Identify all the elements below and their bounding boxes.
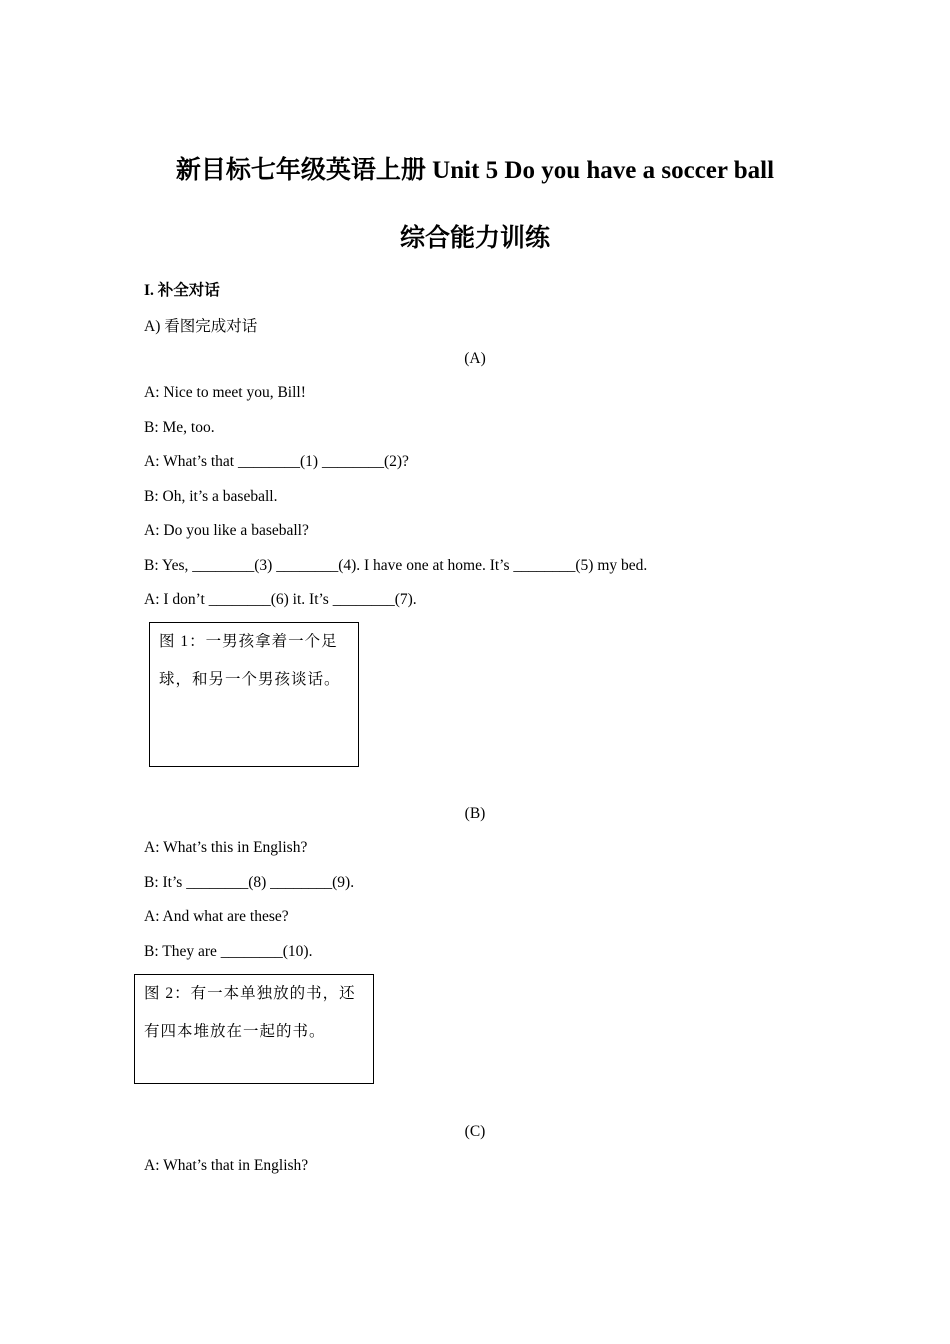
dialogue-line: A: And what are these? [144, 908, 289, 925]
dialogue-line: A: What’s that in English? [144, 1157, 309, 1174]
dialogue-c-label: (C) [464, 1123, 486, 1140]
dialogue-line: A: What’s this in English? [144, 839, 308, 856]
dialogue-line: B: They are ________(10). [144, 943, 313, 960]
title-line-1: 新目标七年级英语上册 Unit 5 Do you have a soccer ball [175, 157, 775, 184]
section-heading: I. 补全对话 [144, 282, 220, 299]
dialogue-line: B: Oh, it’s a baseball. [144, 488, 278, 505]
dialogue-a-label: (A) [464, 350, 486, 367]
section-subheading: A) 看图完成对话 [144, 318, 258, 335]
dialogue-b-label: (B) [464, 805, 486, 822]
dialogue-line: A: Do you like a baseball? [144, 522, 309, 539]
dialogue-line: B: Me, too. [144, 419, 215, 436]
dialogue-line: A: I don’t ________(6) it. It’s ________(7). [144, 591, 417, 608]
dialogue-line: B: Yes, ________(3) ________(4). I have one at home. It’s ________(5) my bed. [144, 557, 648, 574]
figure-2-box: 图 2：有一本单独放的书，还有四本堆放在一起的书。 [134, 974, 374, 1084]
dialogue-line: A: What’s that ________(1) ________(2)? [144, 453, 409, 470]
dialogue-line: B: It’s ________(8) ________(9). [144, 874, 355, 891]
title-line-2: 综合能力训练 [399, 225, 550, 252]
figure-1-box: 图 1：一男孩拿着一个足球，和另一个男孩谈话。 [149, 622, 359, 767]
dialogue-line: A: Nice to meet you, Bill! [144, 384, 306, 401]
